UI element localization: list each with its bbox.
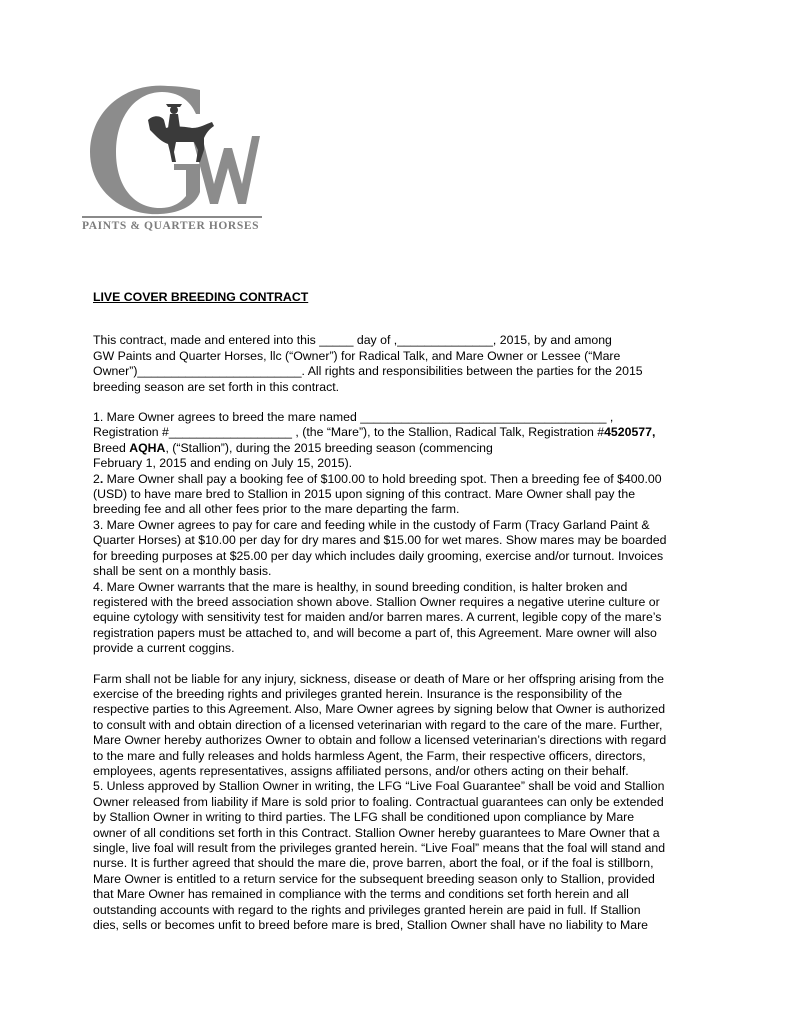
breed-text: , (“Stallion”), during the 2015 breeding season (commencing — [165, 440, 493, 455]
section-2-text: Mare Owner shall pay a booking fee of $100.00 to hold breeding spot. Then a breeding fee of $400.00 — [103, 471, 662, 486]
liability-line: to consult with and obtain direction of a licensed veterinarian with regard to the care of the mare. Further, — [93, 717, 663, 732]
section-5-line: Mare Owner is entitled to a return service for the subsequent breeding season only to Stallion, provided — [93, 871, 655, 886]
gw-logo-graphic — [82, 80, 266, 220]
section-5-line: owner of all conditions set forth in this Contract. Stallion Owner hereby guarantees to Mare Owner that a — [93, 825, 660, 840]
liability-line: to the mare and fully releases and holds harmless Agent, the Farm, their respective officers, directors, — [93, 748, 646, 763]
section-2-line — [93, 472, 703, 487]
section-4-line: provide a current coggins. — [93, 641, 235, 656]
intro-line: GW Paints and Quarter Horses, llc (“Owner”) for Radical Talk, and Mare Owner or Lessee (“Mare — [93, 348, 621, 363]
intro-line: This contract, made and entered into this _____ day of ,______________, 2015, by and among — [93, 333, 612, 348]
section-1-line — [93, 425, 703, 440]
gw-logo — [82, 80, 266, 236]
logo-caption: PAINTS & QUARTER HORSES — [82, 220, 260, 232]
liability-line: employees, agents representatives, assigns affiliated persons, and/or others acting on their behalf. — [93, 763, 629, 778]
section-3-line: for breeding purposes at $25.00 per day which includes daily grooming, exercise and/or turnout. Invoices — [93, 548, 664, 563]
section-5-line: 5. Unless approved by Stallion Owner in writing, the LFG “Live Foal Guarantee” shall be void and Stallion — [93, 779, 665, 794]
section-3-line: shall be sent on a monthly basis. — [93, 564, 272, 579]
paragraph-gap — [93, 395, 703, 410]
logo-divider — [82, 216, 262, 218]
intro-line: Owner”)________________________. All rights and responsibilities between the parties for the 2015 — [93, 364, 643, 379]
section-3 — [93, 518, 703, 580]
section-5-line: single, live foal will result from the privileges granted herein. “Live Foal” means that the foal will stand and — [93, 841, 666, 855]
section-4 — [93, 580, 703, 657]
section-2-line: (USD) to have mare bred to Stallion in 2015 upon signing of this contract. Mare Owner shall pay the — [93, 487, 636, 502]
intro-line: breeding season are set forth in this contract. — [93, 379, 340, 394]
intro-paragraph — [93, 333, 703, 395]
document-title: LIVE COVER BREEDING CONTRACT — [93, 290, 309, 304]
section-3-line: 3. Mare Owner agrees to pay for care and feeding while in the custody of Farm (Tracy Garland Paint & — [93, 517, 650, 532]
section-4-line: registration papers must be attached to, and will become a part of, this Agreement. Mare owner will also — [93, 625, 657, 640]
liability-line: respective parties to this Agreement. Also, Mare Owner agrees by signing below that Owner is authorized — [93, 702, 666, 717]
section-1-line — [93, 441, 703, 456]
registration-text: Registration #__________________ , (the “Mare”), to the Stallion, Radical Talk, Registration # — [93, 425, 605, 440]
liability-paragraph — [93, 672, 703, 780]
section-5-line: outstanding accounts with regard to the rights and privileges granted herein are paid in full. If Stallion — [93, 902, 641, 917]
liability-line: Farm shall not be liable for any injury, sickness, disease or death of Mare or her offspring arising from the — [93, 671, 664, 686]
section-5 — [93, 779, 703, 933]
section-5-line: Owner released from liability if Mare is sold prior to foaling. Contractual guarantees can only be extended — [93, 794, 664, 809]
logo-letter-g — [90, 86, 200, 214]
stallion-registration-number: 4520577, — [604, 425, 656, 440]
section-2-dot: . — [99, 471, 104, 486]
section-2-number: 2 — [93, 471, 100, 486]
section-4-line: 4. Mare Owner warrants that the mare is healthy, in sound breeding condition, is halter broken and — [93, 579, 628, 594]
breed-value: AQHA — [129, 440, 166, 455]
section-5-line: by Stallion Owner in writing to third parties. The LFG shall be conditioned upon compliance by Mare — [93, 810, 635, 825]
section-2 — [93, 472, 703, 518]
section-1-line: February 1, 2015 and ending on July 15, 2015). — [93, 456, 353, 471]
paragraph-gap — [93, 657, 703, 672]
section-4-line: equine cytology with sensitivity test for maiden and/or barren mares. A current, legible copy of the mare’s — [93, 610, 662, 625]
section-3-line: Quarter Horses) at $10.00 per day for dry mares and $15.00 for wet mares. Show mares may be boarded — [93, 533, 667, 548]
section-5-line: dies, sells or becomes unfit to breed before mare is bred, Stallion Owner shall have no liability to Mare — [93, 918, 648, 933]
section-1-line: 1. Mare Owner agrees to breed the mare named ____________________________________ , — [93, 410, 614, 425]
liability-line: exercise of the breeding rights and privileges granted herein. Insurance is the responsibility of the — [93, 686, 623, 701]
section-5-line: nurse. It is further agreed that should the mare die, prove barren, abort the foal, or if the foal is stillborn, — [93, 856, 654, 871]
contract-document — [93, 290, 703, 933]
section-1 — [93, 410, 703, 472]
section-5-line: that Mare Owner has remained in compliance with the terms and conditions set forth herein and all — [93, 887, 629, 902]
section-4-line: registered with the breed association shown above. Stallion Owner requires a negative uterine culture or — [93, 594, 660, 609]
liability-line: Mare Owner hereby authorizes Owner to obtain and follow a licensed veterinarian’s directions with regard — [93, 733, 667, 748]
breed-label: Breed — [93, 440, 130, 455]
section-2-line: breeding fee and all other fees prior to the mare departing the farm. — [93, 502, 460, 517]
